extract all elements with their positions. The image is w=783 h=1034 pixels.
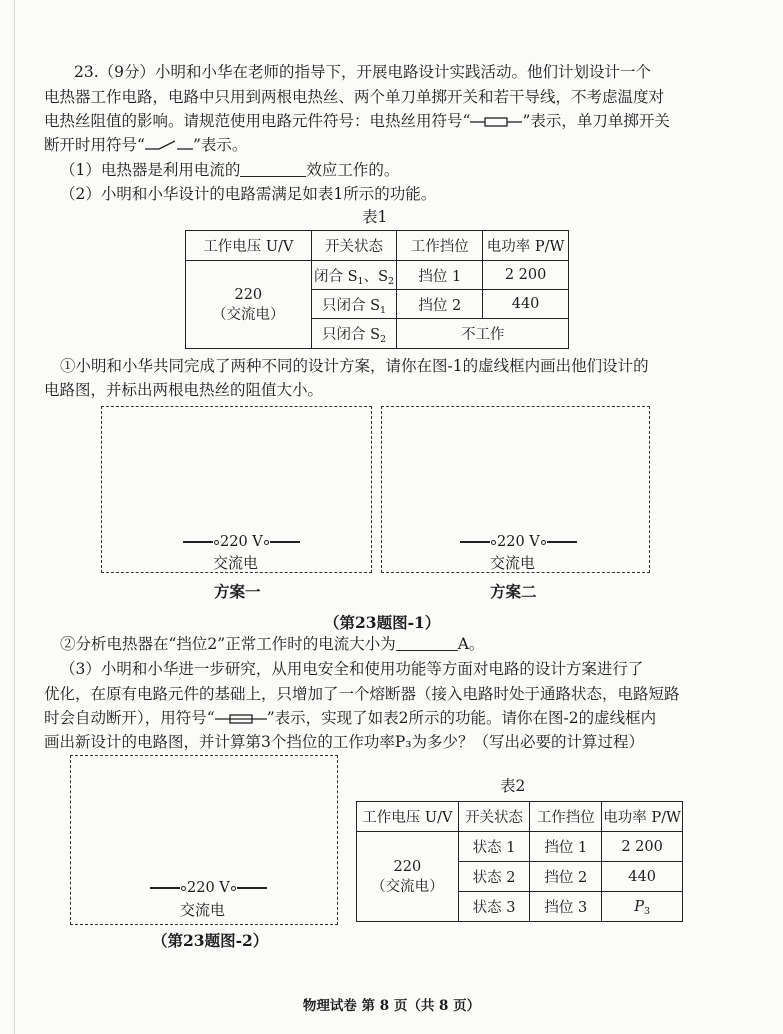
question-2: （2）小明和小华设计的电路需满足如表1所示的功能。 [60, 185, 437, 203]
table-1-voltage-cell [186, 261, 312, 349]
table-1 [185, 230, 569, 349]
intro-line-3-part-b: ”表示，单刀单掷开关 [522, 112, 670, 130]
table-1-row [186, 261, 569, 290]
power-symbol: P [634, 898, 644, 915]
q2b-part-b: A。 [457, 635, 485, 653]
table-2-gear-cell: 挡位 2 [530, 862, 602, 892]
intro-line-4-part-a: 断开时用符号“ [44, 136, 145, 154]
switch-subscript: 1 [380, 304, 387, 316]
q3-line-3-part-a: 时会自动断开），用符号“ [44, 709, 215, 727]
figure-2-source-label: 交流电 [180, 901, 226, 919]
fuse-symbol-icon [215, 712, 267, 726]
terminal-icon [231, 886, 236, 891]
question-1 [60, 160, 399, 180]
voltage-type: （交流电） [371, 878, 444, 895]
table-2-state-cell: 状态 2 [458, 862, 530, 892]
switch-text: 闭合 S [314, 268, 358, 285]
table-2-state-cell: 状态 3 [458, 892, 530, 922]
table-1-gear-cell: 挡位 2 [397, 290, 483, 319]
table-1-switch-cell [311, 319, 397, 349]
figure-2-caption: （第23题图-2） [152, 931, 269, 950]
terminal-icon [264, 540, 269, 545]
terminal-icon [214, 540, 219, 545]
q2b-part-a: ②分析电热器在“挡位2”正常工作时的电流大小为 [60, 635, 396, 653]
q3-line-3-part-b: ”表示，实现了如表2所示的功能。请你在图-2的虚线框内 [266, 709, 657, 727]
terminal-icon [541, 540, 546, 545]
table-1-power-cell: 2 200 [483, 261, 569, 290]
intro-line-4-part-b: ”表示。 [192, 136, 248, 154]
voltage-value: 220 [234, 286, 263, 303]
source-wire [150, 887, 180, 888]
table-2-caption: 表2 [500, 777, 526, 795]
question-2-task-line-1: ①小明和小华共同完成了两种不同的设计方案，请你在图-1的虚线框内画出他们设计的 [60, 357, 649, 375]
table-1-header-row [186, 231, 569, 261]
table-2-power-cell: 2 200 [602, 832, 683, 862]
question-intro-line-2: 电热器工作电路，电路中只用到两根电热丝、两个单刀单掷开关和若干导线，不考虑温度对 [44, 88, 665, 106]
table-1-gear-cell: 挡位 1 [397, 261, 483, 290]
table-1-header-cell: 工作电压 U/V [186, 231, 312, 261]
question-2-part-2 [60, 634, 484, 654]
source-wire [460, 541, 490, 542]
terminal-icon [491, 540, 496, 545]
power-subscript: 3 [643, 905, 650, 917]
switch-subscript: 2 [388, 275, 395, 287]
switch-text: 只闭合 S [321, 327, 381, 343]
table-2-voltage-cell [357, 832, 459, 922]
table-2-header-cell: 工作电压 U/V [357, 802, 459, 832]
source-voltage: 220 V [187, 880, 230, 896]
table-2-power-cell: 440 [602, 862, 683, 892]
table-2-row [357, 832, 683, 862]
plan-1-source-label: 交流电 [213, 554, 259, 572]
switch-subscript: 2 [380, 334, 387, 345]
voltage-type: （交流电） [212, 306, 285, 323]
source-voltage: 220 V [497, 534, 540, 550]
table-1-header-cell: 电功率 P/W [483, 231, 569, 261]
table-1-caption: 表1 [362, 208, 388, 226]
table-2-gear-cell: 挡位 1 [530, 832, 602, 862]
q1-part-a: （1）电热器是利用电流的 [60, 161, 241, 179]
table-1-header-cell: 工作挡位 [397, 231, 483, 261]
voltage-value: 220 [393, 858, 422, 875]
plan-2-source-label: 交流电 [490, 554, 536, 572]
table-1-merged-cell: 不工作 [397, 319, 569, 349]
question-intro-line-3 [44, 111, 670, 131]
switch-subscript: 1 [357, 275, 364, 287]
table-2-gear-cell: 挡位 3 [530, 892, 602, 922]
table-2-header-cell: 开关状态 [458, 802, 530, 832]
q1-part-b: 效应工作的。 [306, 161, 400, 179]
table-2-header-cell: 工作挡位 [530, 802, 602, 832]
plan-2-label: 方案二 [490, 582, 537, 601]
table-2-power-cell [602, 892, 683, 922]
plan-2-power-source [460, 534, 577, 550]
source-wire [237, 887, 267, 888]
table-1-switch-cell [311, 290, 397, 319]
source-wire [183, 541, 213, 542]
question-intro-line-1: 23.（9分）小明和小华在老师的指导下，开展电路设计实践活动。他们计划设计一个 [74, 63, 652, 81]
source-wire [547, 541, 577, 542]
switch-text: 只闭合 S [321, 297, 381, 314]
q1-answer-blank[interactable] [240, 163, 306, 177]
intro-line-3-part-a: 电热丝阻值的影响。请规范使用电路元件符号：电热丝用符号“ [44, 112, 471, 130]
question-3-line-4: 画出新设计的电路图，并计算第3个挡位的工作功率P₃为多少？（写出必要的计算过程） [44, 733, 645, 751]
question-intro-line-4 [44, 135, 247, 155]
question-3-line-2: 优化，在原有电路元件的基础上，只增加了一个熔断器（接入电路时处于通路状态，电路短路 [44, 685, 680, 703]
source-wire [270, 541, 300, 542]
switch-separator: 、S [363, 268, 389, 285]
table-2-header-row [357, 802, 683, 832]
open-switch-symbol-icon [145, 139, 193, 153]
page-edge [14, 0, 15, 1034]
table-1-switch-cell [311, 261, 397, 290]
terminal-icon [181, 886, 186, 891]
table-2-header-cell: 电功率 P/W [602, 802, 683, 832]
table-2 [356, 801, 683, 922]
source-voltage: 220 V [220, 534, 263, 550]
question-3-line-1: （3）小明和小华进一步研究，从用电安全和使用功能等方面对电路的设计方案进行了 [60, 660, 644, 678]
question-3-line-3 [44, 708, 656, 728]
figure-1-caption: （第23题图-1） [324, 613, 441, 632]
table-1-header-cell: 开关状态 [311, 231, 397, 261]
question-2-task-line-2: 电路图，并标出两根电热丝的阻值大小。 [44, 381, 324, 399]
figure-2-power-source [150, 880, 267, 896]
q2b-answer-blank[interactable] [396, 637, 458, 651]
plan-1-label: 方案一 [214, 582, 261, 601]
table-1-power-cell: 440 [483, 290, 569, 319]
plan-1-power-source [183, 534, 300, 550]
table-2-state-cell: 状态 1 [458, 832, 530, 862]
page-footer: 物理试卷 第 8 页（共 8 页） [302, 998, 481, 1014]
resistor-symbol-icon [470, 115, 522, 129]
